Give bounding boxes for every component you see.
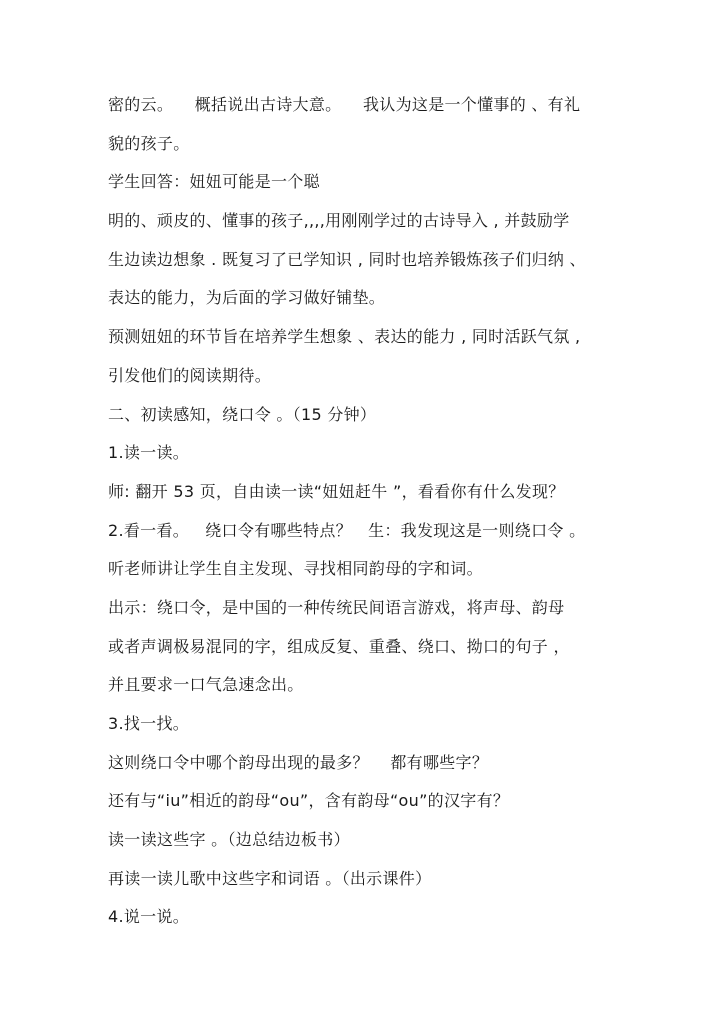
text-line: 预测妞妞的环节旨在培养学生想象 、表达的能力 , 同时活跃气氛 , xyxy=(108,327,581,347)
step-heading: 4.说一说。 xyxy=(108,907,190,927)
step-heading: 3.找一找。 xyxy=(108,714,190,733)
section-heading: 二、初读感知，绕口令 。（15 分钟） xyxy=(108,404,377,424)
step-heading: 2.看一看。 绕口令有哪些特点？ 生：我发现这是一则绕口令 。 xyxy=(108,520,586,540)
text-line: 或者声调极易混同的字，组成反复、重叠、绕口、拗口的句子 ， xyxy=(108,636,570,656)
text-line: 听老师讲让学生自主发现、寻找相同韵母的字和词。 xyxy=(108,559,483,579)
text-line: 这则绕口令中哪个韵母出现的最多？ 都有哪些字？ xyxy=(108,752,489,772)
text-line: 还有与“iu”相近的韵母“ou”，含有韵母“ou”的汉字有？ xyxy=(108,791,510,811)
document-body xyxy=(108,86,638,937)
text-line: 读一读这些字 。（边总结边板书） xyxy=(108,830,350,850)
text-line: 出示：绕口令，是中国的一种传统民间语言游戏，将声母、韵母 xyxy=(108,597,565,617)
text-line: 再读一读儿歌中这些字和词语 。（出示课件） xyxy=(108,868,432,888)
text-line: 明的、顽皮的、懂事的孩子,,,,用刚刚学过的古诗导入 , 并鼓励学 xyxy=(108,211,570,231)
text-line: 密的云。 概括说出古诗大意。 我认为这是一个懂事的 、有礼 xyxy=(108,95,581,114)
text-line: 引发他们的阅读期待。 xyxy=(108,365,272,385)
text-line: 并且要求一口气急速念出。 xyxy=(108,675,304,695)
text-line: 貌的孩子。 xyxy=(108,133,190,153)
text-line: 师: 翻开 53 页，自由读一读“妞妞赶牛 ”，看看你有什么发现？ xyxy=(108,481,565,501)
text-line: 表达的能力，为后面的学习做好铺垫。 xyxy=(108,288,386,308)
text-line: 学生回答：妞妞可能是一个聪 xyxy=(108,172,320,192)
text-line: 生边读边想象 . 既复习了已学知识 , 同时也培养锻炼孩子们归纳 、 xyxy=(108,249,586,269)
step-heading: 1.读一读。 xyxy=(108,443,190,463)
